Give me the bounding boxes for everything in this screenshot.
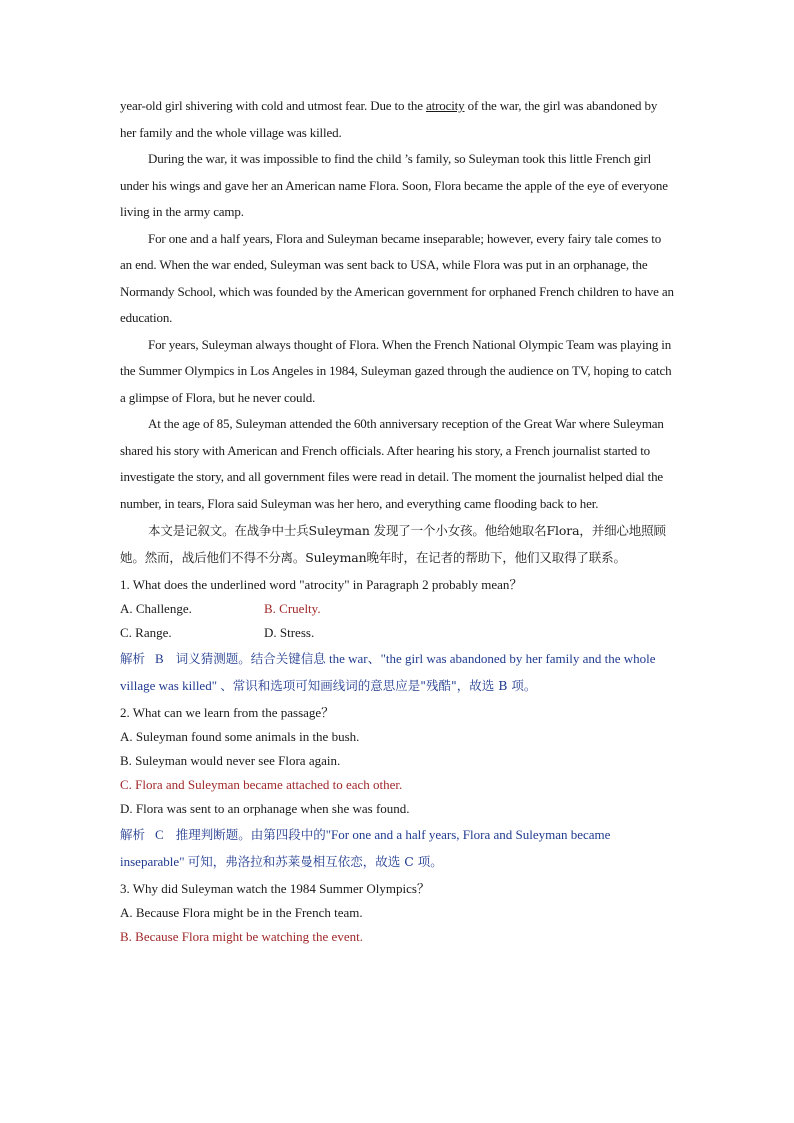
explanation-answer: B <box>155 651 164 666</box>
question-2-stem: 2. What can we learn from the passage？ <box>120 705 335 720</box>
question-2-option-c-correct: C. Flora and Suleyman became attached to each other. <box>120 777 403 792</box>
option-c: C. Range. <box>120 625 172 640</box>
explanation-text: the war、"the girl was abandoned by her family and the whole village was killed" <box>120 651 656 693</box>
explanation-text: "For one and a half years, Flora and Suleyman became inseparable" <box>120 827 611 869</box>
explanation-text: 词义猜测题。结合关键信息 <box>175 651 326 666</box>
question-2-option-a: A. Suleyman found some animals in the bush. <box>120 729 360 744</box>
text: year-old girl shivering with cold and utmost fear. Due to the <box>120 98 426 113</box>
passage-summary: 本文是记叙文。在战争中士兵Suleyman 发现了一个小女孩。他给她取名Flora，并细心地照顾她。然而，战后他们不得不分离。Suleyman晚年时，在记者的帮助下，他们又取得了联系。 <box>120 523 666 565</box>
option-b-correct: B. Cruelty. <box>264 601 321 616</box>
passage-paragraph-1 <box>120 93 676 146</box>
passage-paragraph-4: For years, Suleyman always thought of Flora. When the French National Olympic Team was playing in the Summer Olympics in Los Angeles in 1984, Suleyman gazed through the audience on TV, hoping to catch a glimpse of Flora, but he never could. <box>120 336 672 405</box>
question-1-options-row-1 <box>120 597 676 621</box>
question-3-option-a: A. Because Flora might be in the French team. <box>120 905 363 920</box>
underlined-word: atrocity <box>425 98 465 113</box>
passage-paragraph-5: At the age of 85, Suleyman attended the 60th anniversary reception of the Great War where Suleyman shared his story with American and French officials. After hearing his story, a French journalist started to investigate the story, and all government files were read in detail. The moment the journalist helped dial the number, in tears, Flora said Suleyman was her hero, and everything came flooding back to her. <box>120 416 664 511</box>
passage-paragraph-3: For one and a half years, Flora and Suleyman became inseparable; however, every fairy tale comes to an end. When the war ended, Suleyman was sent back to USA, while Flora was put in an orphanage, the Normandy School, which was founded by the American government for orphaned French children to have an education. <box>120 230 674 325</box>
explanation-answer: C <box>155 827 164 842</box>
option-a: A. Challenge. <box>120 601 192 616</box>
option-d: D. Stress. <box>264 625 315 640</box>
question-1-explanation <box>120 645 676 699</box>
question-3-stem: 3. Why did Suleyman watch the 1984 Summer Olympics？ <box>120 881 430 896</box>
question-2-option-d: D. Flora was sent to an orphanage when she was found. <box>120 801 410 816</box>
explanation-text: 、常识和选项可知画线词的意思应是"残酷"，故选 B 项。 <box>220 678 537 693</box>
explanation-label: 解析 <box>120 827 146 842</box>
question-3-option-b-correct: B. Because Flora might be watching the event. <box>120 929 363 944</box>
explanation-label: 解析 <box>120 651 146 666</box>
question-1-stem: 1. What does the underlined word "atrocity" in Paragraph 2 probably mean？ <box>120 577 523 592</box>
explanation-text: 推理判断题。由第四段中的 <box>175 827 326 842</box>
passage-paragraph-2: During the war, it was impossible to find the child ’s family, so Suleyman took this little French girl under his wings and gave her an American name Flora. Soon, Flora became the apple of the eye of everyone living in the army camp. <box>120 151 668 219</box>
text: of the war, the girl was abandoned by her family and the whole village was killed. <box>120 98 658 140</box>
question-1-options-row-2 <box>120 621 676 645</box>
document-page <box>120 93 676 949</box>
explanation-text: 可知，弗洛拉和苏莱曼相互依恋，故选 C 项。 <box>187 854 443 869</box>
question-2-explanation <box>120 821 676 875</box>
question-2-option-b: B. Suleyman would never see Flora again. <box>120 753 341 768</box>
